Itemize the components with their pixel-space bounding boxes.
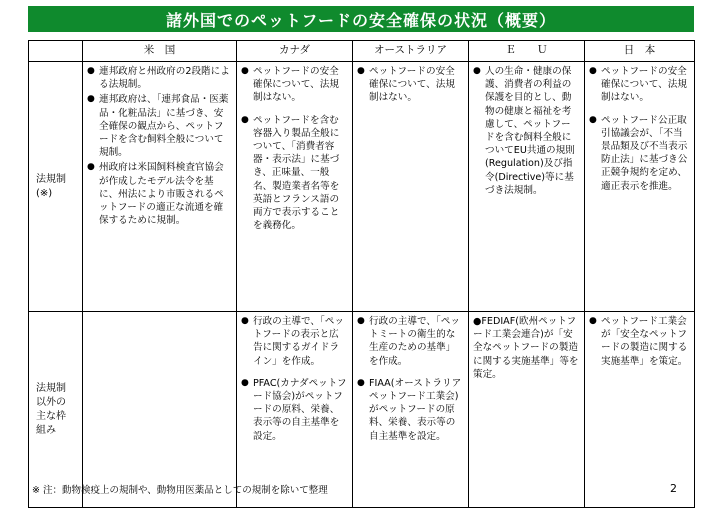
bullet-list xyxy=(473,65,580,197)
bullet-list xyxy=(589,315,690,368)
comparison-table xyxy=(28,40,695,508)
list-item: ● 人の生命・健康の保護、消費者の利益の保護を目的とし、動物の健康と福祉を考慮して、ペットフードを含む飼料全般についてEU共通の規則(Regulation)及び指令(Directive)等に基づき法規制。 xyxy=(473,65,580,197)
bullet-list xyxy=(357,65,464,105)
cell-eu xyxy=(469,312,585,508)
cell-japan xyxy=(585,62,695,312)
bullet-list xyxy=(241,315,348,443)
list-item: ● ペットフードを含む容器入り製品全般について、「消費者容器・表示法」に基づき、正味量、一般名、製造業者名等を英語とフランス語の両方で表示することを義務化。 xyxy=(241,114,348,233)
cell-canada xyxy=(237,62,353,312)
header-usa: 米 国 xyxy=(83,41,237,62)
row-header: 法規制 (※) xyxy=(29,62,83,312)
table-row xyxy=(29,62,695,312)
cell-usa xyxy=(83,312,237,508)
list-item: ● 州政府は米国飼料検査官協会が作成したモデル法令を基に、州法により市販されるペットフードの適正な流通を確保するために規制。 xyxy=(87,161,232,227)
page-title: 諸外国でのペットフードの安全確保の状況（概要） xyxy=(28,6,694,32)
list-item: ● ペットフードの安全確保について、法規制はない。 xyxy=(241,65,348,105)
cell-australia xyxy=(353,62,469,312)
list-item: ● ペットフードの安全確保について、法規制はない。 xyxy=(589,65,690,105)
row-header: 法規制 以外の 主な枠 組み xyxy=(29,312,83,508)
list-item: ● FIAA(オーストラリアペットフード工業会)がペットフードの原料、栄養、表示等の自主基準を設定。 xyxy=(357,377,464,443)
header-eu: Ｅ Ｕ xyxy=(469,41,585,62)
list-item: ● PFAC(カナダペットフード協会)がペットフードの原料、栄養、表示等の自主基準を設定。 xyxy=(241,377,348,443)
list-item: ● ペットフードの安全確保について、法規制はない。 xyxy=(357,65,464,105)
header-japan: 日 本 xyxy=(585,41,695,62)
list-item: ● 連邦政府は、「連邦食品・医薬品・化粧品法」に基づき、安全確保の観点から、ペットフードを含む飼料全般について規制。 xyxy=(87,93,232,159)
cell-canada xyxy=(237,312,353,508)
list-item: ● 行政の主導で、「ペットミートの衛生的な生産のための基準」を作成。 xyxy=(357,315,464,368)
cell-japan xyxy=(585,312,695,508)
bullet-list xyxy=(357,315,464,443)
table-header-row xyxy=(29,41,695,62)
footnote: ※ 注：動物検疫上の規制や、動物用医薬品としての規制を除いて整理 xyxy=(32,485,328,496)
page-number: 2 xyxy=(670,482,677,495)
header-blank xyxy=(29,41,83,62)
bullet-list xyxy=(589,65,690,193)
cell-usa xyxy=(83,62,237,312)
bullet-list xyxy=(241,65,348,232)
list-item: ● ペットフード工業会が「安全なペットフードの製造に関する実施基準」を策定。 xyxy=(589,315,690,368)
list-item: ● ペットフード公正取引協議会が、「不当景品類及び不当表示防止法」に基づき公正競争規約を定め、適正表示を推進。 xyxy=(589,114,690,193)
header-australia: オーストラリア xyxy=(353,41,469,62)
cell-australia xyxy=(353,312,469,508)
table-row xyxy=(29,312,695,508)
cell-eu xyxy=(469,62,585,312)
bullet-list xyxy=(473,315,580,381)
header-canada: カナダ xyxy=(237,41,353,62)
bullet-list xyxy=(87,65,232,227)
list-item: ●FEDIAF(欧州ペットフード工業会連合)が「安全なペットフードの製造に関する実施基準」等を策定。 xyxy=(473,316,579,380)
list-item: ● 行政の主導で、「ペットフードの表示と広告に関するガイドライン」を作成。 xyxy=(241,315,348,368)
list-item: ● 連邦政府と州政府の2段階による法規制。 xyxy=(87,65,232,91)
